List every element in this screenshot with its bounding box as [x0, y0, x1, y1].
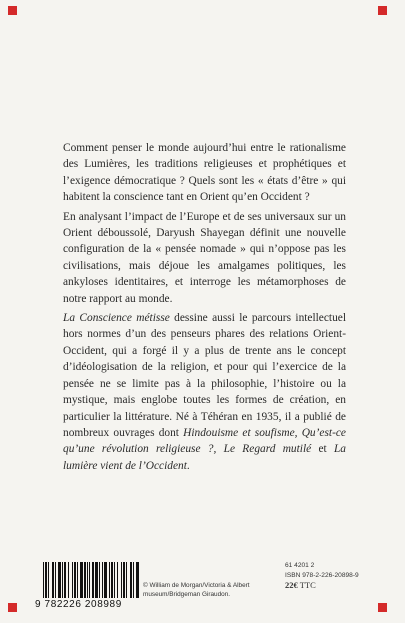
barcode-bars — [43, 562, 139, 598]
barcode-bar — [62, 562, 63, 598]
works-list: Hindouisme et soufisme, Qu’est-ce qu’une révolution religieuse ?, Le Regard mutilé — [63, 426, 346, 456]
barcode-bar — [45, 562, 47, 598]
barcode-bar — [84, 562, 86, 598]
barcode-bar — [77, 562, 78, 598]
barcode-bar — [133, 562, 134, 598]
registration-mark-bottom-left — [8, 603, 17, 612]
barcode-bar — [130, 562, 132, 598]
barcode-bar — [89, 562, 90, 598]
image-credit-line-1: © William de Morgan/Victoria & Albert — [143, 582, 250, 589]
barcode-bar — [95, 562, 98, 598]
barcode-bar — [55, 562, 56, 598]
price-box — [285, 561, 375, 591]
paragraph-end: . — [186, 459, 190, 472]
price-value: 22€ — [285, 580, 298, 590]
barcode-bar — [114, 562, 115, 598]
barcode-bar — [136, 562, 139, 598]
barcode-bar — [99, 562, 100, 598]
barcode-bar — [80, 562, 83, 598]
product-code: 61 4201 2 — [285, 562, 315, 569]
registration-mark-top-right — [378, 6, 387, 15]
works-conjunction: et — [311, 443, 334, 456]
barcode-bar — [64, 562, 66, 598]
barcode — [35, 562, 135, 608]
barcode-bar — [111, 562, 113, 598]
image-credit — [143, 581, 263, 599]
barcode-bar — [74, 562, 76, 598]
barcode-bar — [117, 562, 118, 598]
barcode-digits: 9 782226 208989 — [35, 599, 122, 610]
barcode-bar — [72, 562, 73, 598]
blurb-paragraph-3-text: dessine aussi le parcours intellectuel hors normes d’un des penseurs phares des relations Orient-Occident, qui a forgé il y a plus de trente ans le concept d’idéologisation de la religion, et pour qui l’exercice de la pensée ne se limite pas à la philosophie, l’histoire ou la mystique, mais englobe toutes les formes de création, en particulier la littérature. Né à Téhéran en 1935, il a publié de nombreux ouvrages dont — [63, 312, 347, 439]
barcode-bar — [123, 562, 125, 598]
isbn: ISBN 978-2-226-20898-9 — [285, 571, 359, 579]
blurb-paragraph-2: En analysant l’impact de l’Europe et de ses universaux sur un Orient déboussolé, Daryush Shayegan définit une nouvelle configuration de la « pensée nomade » qui n’oppose pas les civilisations, mais déjoue les amalgames politiques, les ankyloses identitaires, et interroge les métamorphoses de notre rapport au monde. — [63, 210, 346, 305]
price-tax: TTC — [299, 580, 316, 590]
barcode-bar — [43, 562, 44, 598]
barcode-bar — [102, 562, 103, 598]
book-title: La Conscience métisse — [63, 312, 170, 325]
registration-mark-bottom-right — [378, 603, 387, 612]
price — [285, 581, 375, 591]
barcode-bar — [109, 562, 110, 598]
registration-mark-top-left — [8, 6, 17, 15]
barcode-bar — [58, 562, 61, 598]
barcode-bar — [52, 562, 54, 598]
blurb-paragraph-1: Comment penser le monde aujourd’hui entre le rationalisme des Lumières, les traditions religieuses et prophétiques et l’exigence démocratique ? Quels sont les « états d’être » qui habitent la conscience tant en Orient qu’en Occident ? — [63, 142, 346, 204]
work-title-last: La lumière vient de l’Occident — [63, 443, 346, 472]
barcode-bar — [48, 562, 49, 598]
blurb-text — [63, 140, 346, 477]
barcode-bar — [104, 562, 107, 598]
blurb-paragraph-3 — [63, 310, 346, 474]
barcode-bar — [121, 562, 122, 598]
barcode-bar — [126, 562, 127, 598]
barcode-bar — [92, 562, 94, 598]
barcode-bar — [87, 562, 88, 598]
barcode-bar — [68, 562, 69, 598]
image-credit-line-2: museum/Bridgeman Giraudon. — [143, 591, 231, 598]
